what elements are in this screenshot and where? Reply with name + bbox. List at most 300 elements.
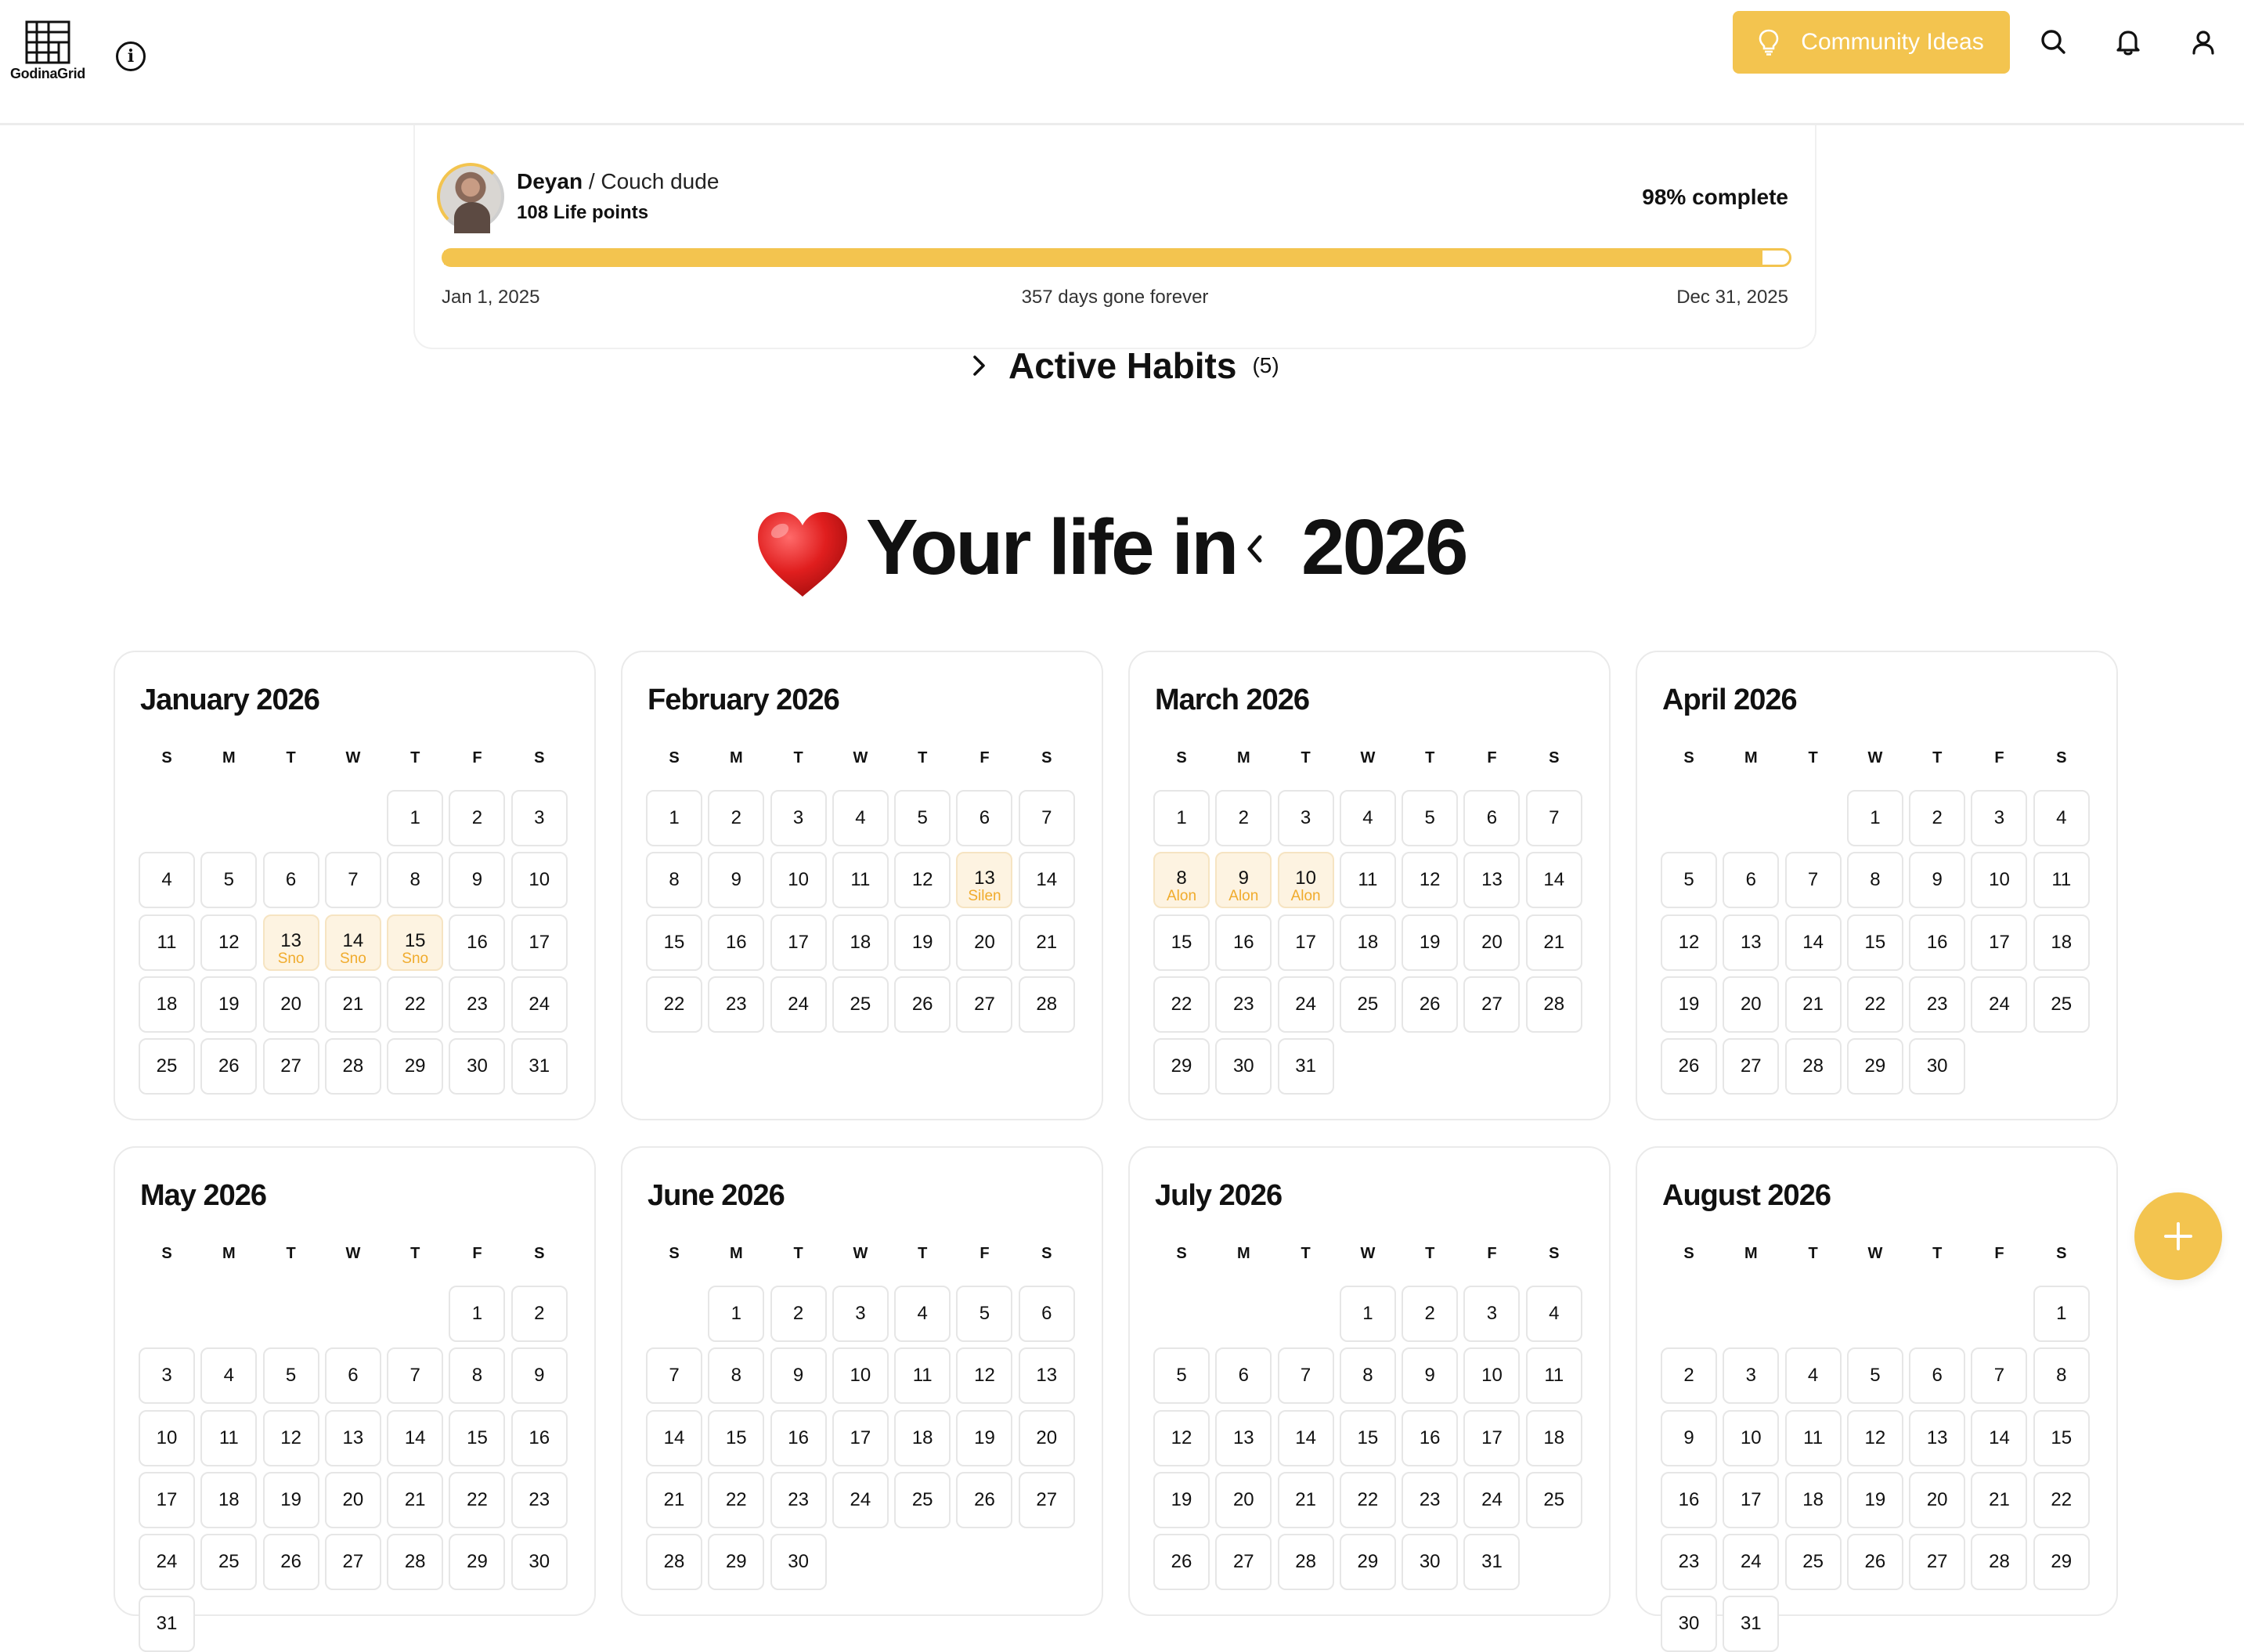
day-cell[interactable]	[1153, 1410, 1210, 1466]
day-cell[interactable]	[708, 976, 764, 1033]
day-cell[interactable]	[894, 976, 951, 1033]
day-cell[interactable]	[770, 1286, 827, 1342]
day-cell[interactable]	[1909, 914, 1965, 971]
weekday-label: T	[286, 1245, 296, 1262]
day-cell[interactable]	[139, 852, 195, 908]
day-cell[interactable]	[1785, 1410, 1842, 1466]
day-cell[interactable]	[200, 1534, 257, 1590]
day-cell[interactable]	[1215, 976, 1272, 1033]
day-cell[interactable]	[387, 852, 443, 908]
day-cell[interactable]	[1661, 1472, 1717, 1528]
day-cell[interactable]	[770, 1534, 827, 1590]
weekday-label: M	[729, 1245, 743, 1262]
day-cell[interactable]	[1661, 1410, 1717, 1466]
day-cell[interactable]	[387, 1410, 443, 1466]
day-cell[interactable]	[646, 914, 702, 971]
day-cell[interactable]	[1215, 1410, 1272, 1466]
day-number: 4	[1549, 1303, 1560, 1324]
day-cell[interactable]	[1402, 852, 1458, 908]
day-cell[interactable]	[1402, 976, 1458, 1033]
avatar[interactable]	[437, 163, 504, 230]
day-cell[interactable]	[325, 1410, 381, 1466]
day-cell[interactable]	[1526, 1410, 1582, 1466]
day-cell[interactable]	[511, 976, 568, 1033]
add-button[interactable]	[2134, 1192, 2222, 1280]
day-cell[interactable]	[1019, 790, 1075, 846]
day-cell[interactable]	[1278, 1038, 1334, 1095]
day-cell[interactable]	[1340, 1472, 1396, 1528]
day-number: 13	[280, 929, 301, 951]
day-cell[interactable]	[894, 914, 951, 971]
day-cell[interactable]	[1402, 1472, 1458, 1528]
day-cell[interactable]	[1723, 976, 1779, 1033]
day-cell[interactable]	[263, 1038, 319, 1095]
day-cell[interactable]	[1723, 1410, 1779, 1466]
day-cell[interactable]	[956, 1410, 1012, 1466]
day-cell[interactable]	[1785, 914, 1842, 971]
day-cell[interactable]	[1785, 852, 1842, 908]
active-habits-toggle[interactable]	[968, 344, 1279, 387]
day-cell[interactable]	[200, 852, 257, 908]
day-cell[interactable]	[832, 1347, 889, 1404]
day-cell[interactable]	[2033, 1286, 2090, 1342]
day-cell[interactable]	[139, 1410, 195, 1466]
day-cell[interactable]	[511, 1472, 568, 1528]
day-cell[interactable]	[1909, 1410, 1965, 1466]
day-cell[interactable]	[1723, 914, 1779, 971]
day-cell[interactable]	[387, 790, 443, 846]
day-cell[interactable]	[956, 1286, 1012, 1342]
day-number: 5	[979, 1303, 990, 1324]
day-cell[interactable]	[1402, 1286, 1458, 1342]
user-icon[interactable]	[2188, 27, 2219, 58]
day-cell[interactable]	[200, 1347, 257, 1404]
day-cell[interactable]	[325, 1472, 381, 1528]
day-number: 22	[1171, 993, 1192, 1015]
day-number: 27	[1036, 1488, 1058, 1510]
day-cell[interactable]	[646, 790, 702, 846]
day-number: 5	[917, 807, 928, 828]
day-cell[interactable]	[449, 1347, 505, 1404]
day-cell[interactable]	[139, 1347, 195, 1404]
day-cell[interactable]	[2033, 1410, 2090, 1466]
day-cell[interactable]	[263, 1410, 319, 1466]
day-cell[interactable]	[2033, 1472, 2090, 1528]
day-cell[interactable]	[1661, 852, 1717, 908]
day-cell[interactable]	[1847, 1347, 1903, 1404]
day-cell[interactable]	[387, 1038, 443, 1095]
day-cell[interactable]	[1847, 1410, 1903, 1466]
day-cell[interactable]	[1785, 1472, 1842, 1528]
day-cell[interactable]	[956, 790, 1012, 846]
logo-text: GodinaGrid	[9, 66, 85, 81]
day-cell[interactable]	[770, 1472, 827, 1528]
day-cell[interactable]	[511, 852, 568, 908]
day-cell[interactable]	[894, 1410, 951, 1466]
day-cell[interactable]	[894, 852, 951, 908]
day-number: 6	[285, 869, 297, 891]
day-cell[interactable]	[1971, 1534, 2027, 1590]
day-cell[interactable]	[2033, 1347, 2090, 1404]
month-card	[1128, 651, 1611, 1120]
search-icon[interactable]	[2038, 27, 2069, 58]
day-cell[interactable]	[449, 1410, 505, 1466]
day-number: 18	[911, 1427, 933, 1448]
day-cell[interactable]	[263, 1347, 319, 1404]
day-cell[interactable]	[511, 790, 568, 846]
day-cell[interactable]	[1019, 914, 1075, 971]
day-number: 25	[218, 1551, 240, 1573]
day-cell[interactable]	[263, 976, 319, 1033]
habit-label: Silen	[968, 888, 1001, 905]
day-cell[interactable]	[770, 790, 827, 846]
day-cell[interactable]	[1215, 852, 1272, 908]
month-title: June 2026	[648, 1179, 785, 1212]
day-cell[interactable]	[387, 914, 443, 971]
day-number: 30	[1419, 1551, 1441, 1573]
day-cell[interactable]	[1526, 1347, 1582, 1404]
info-icon[interactable]: i	[116, 41, 146, 71]
day-cell[interactable]	[1402, 790, 1458, 846]
day-cell[interactable]	[1526, 1472, 1582, 1528]
day-cell[interactable]	[1463, 852, 1520, 908]
weekday-label: T	[793, 749, 803, 766]
day-number: 21	[663, 1488, 685, 1510]
year-progress-bar	[442, 248, 1791, 267]
day-cell[interactable]	[1971, 852, 2027, 908]
day-number: 21	[1989, 1488, 2010, 1510]
day-cell[interactable]	[263, 914, 319, 971]
day-cell[interactable]	[1785, 1347, 1842, 1404]
weekday-label: S	[1549, 1245, 1560, 1262]
day-cell[interactable]	[894, 1286, 951, 1342]
day-number: 5	[1683, 869, 1694, 891]
day-cell[interactable]	[1723, 1347, 1779, 1404]
day-cell[interactable]	[1153, 852, 1210, 908]
day-cell[interactable]	[1526, 1286, 1582, 1342]
day-cell[interactable]	[1785, 1038, 1842, 1095]
heart-icon	[753, 506, 852, 604]
day-cell[interactable]	[1340, 1286, 1396, 1342]
day-cell[interactable]	[708, 852, 764, 908]
day-cell[interactable]	[1278, 914, 1334, 971]
day-cell[interactable]	[1661, 976, 1717, 1033]
weekday-label: T	[918, 1245, 928, 1262]
day-cell[interactable]	[894, 790, 951, 846]
day-cell[interactable]	[1278, 976, 1334, 1033]
day-cell[interactable]	[1019, 1410, 1075, 1466]
day-cell[interactable]	[832, 976, 889, 1033]
day-cell[interactable]	[770, 1410, 827, 1466]
day-cell[interactable]	[449, 1038, 505, 1095]
community-ideas-button[interactable]	[1733, 11, 2010, 74]
day-cell[interactable]	[511, 1410, 568, 1466]
day-cell[interactable]	[325, 914, 381, 971]
day-cell[interactable]	[1402, 1410, 1458, 1466]
day-cell[interactable]	[956, 976, 1012, 1033]
weekday-header	[646, 1245, 1075, 1263]
day-cell[interactable]	[387, 1347, 443, 1404]
day-cell[interactable]	[1909, 976, 1965, 1033]
day-cell[interactable]	[1463, 1347, 1520, 1404]
day-cell[interactable]	[1153, 790, 1210, 846]
day-cell[interactable]	[1661, 1534, 1717, 1590]
day-cell[interactable]	[1463, 790, 1520, 846]
day-cell[interactable]	[1278, 1410, 1334, 1466]
day-cell[interactable]	[1340, 852, 1396, 908]
day-number: 29	[404, 1055, 426, 1077]
weekday-header	[1153, 749, 1582, 767]
day-cell[interactable]	[1847, 852, 1903, 908]
day-cell[interactable]	[200, 1038, 257, 1095]
day-number: 9	[731, 869, 741, 891]
day-cell[interactable]	[1526, 976, 1582, 1033]
day-cell[interactable]	[139, 1596, 195, 1652]
day-cell[interactable]	[1215, 914, 1272, 971]
weekday-label: S	[669, 749, 680, 766]
day-cell[interactable]	[263, 1472, 319, 1528]
day-cell[interactable]	[511, 1038, 568, 1095]
day-cell[interactable]	[2033, 976, 2090, 1033]
day-cell[interactable]	[200, 914, 257, 971]
day-cell[interactable]	[1340, 1410, 1396, 1466]
day-cell[interactable]	[1153, 1038, 1210, 1095]
day-number: 1	[409, 807, 420, 828]
day-cell[interactable]	[263, 1534, 319, 1590]
day-cell[interactable]	[1526, 914, 1582, 971]
day-cell[interactable]	[200, 1472, 257, 1528]
day-cell[interactable]	[1153, 1472, 1210, 1528]
day-cell[interactable]	[708, 1472, 764, 1528]
day-cell[interactable]	[2033, 1534, 2090, 1590]
month-card	[114, 651, 596, 1120]
day-number: 30	[1678, 1613, 1700, 1635]
day-cell[interactable]	[139, 914, 195, 971]
day-cell[interactable]	[1463, 1534, 1520, 1590]
prev-year-chevron-icon[interactable]	[1243, 531, 1267, 567]
day-cell[interactable]	[325, 976, 381, 1033]
day-cell[interactable]	[139, 1534, 195, 1590]
day-cell[interactable]	[708, 1286, 764, 1342]
day-number: 19	[1171, 1488, 1192, 1510]
day-cell[interactable]	[1340, 790, 1396, 846]
day-cell[interactable]	[1909, 1347, 1965, 1404]
day-cell[interactable]	[1909, 1472, 1965, 1528]
day-cell[interactable]	[1661, 1347, 1717, 1404]
day-cell[interactable]	[1847, 976, 1903, 1033]
day-cell[interactable]	[956, 1347, 1012, 1404]
day-cell[interactable]	[1278, 852, 1334, 908]
day-cell[interactable]	[2033, 914, 2090, 971]
day-cell[interactable]	[1526, 790, 1582, 846]
user-line	[517, 169, 719, 194]
day-cell[interactable]	[449, 914, 505, 971]
day-cell[interactable]	[1215, 1038, 1272, 1095]
day-cell[interactable]	[325, 1347, 381, 1404]
day-number: 18	[1357, 931, 1379, 953]
day-cell[interactable]	[1909, 852, 1965, 908]
day-cell[interactable]	[832, 852, 889, 908]
day-cell[interactable]	[1402, 914, 1458, 971]
day-cell[interactable]	[325, 1038, 381, 1095]
day-number: 27	[1232, 1551, 1254, 1573]
day-cell[interactable]	[1463, 914, 1520, 971]
day-cell[interactable]	[1019, 1286, 1075, 1342]
day-cell[interactable]	[1278, 790, 1334, 846]
day-cell[interactable]	[1019, 1472, 1075, 1528]
day-cell[interactable]	[511, 1347, 568, 1404]
day-cell[interactable]	[1661, 914, 1717, 971]
day-cell[interactable]	[387, 976, 443, 1033]
day-number: 17	[156, 1488, 178, 1510]
day-cell[interactable]	[449, 1472, 505, 1528]
day-cell[interactable]	[646, 1347, 702, 1404]
day-cell[interactable]	[1847, 914, 1903, 971]
day-cell[interactable]	[1847, 790, 1903, 846]
day-cell[interactable]	[449, 790, 505, 846]
day-cell[interactable]	[387, 1472, 443, 1528]
day-cell[interactable]	[832, 790, 889, 846]
day-cell[interactable]	[325, 852, 381, 908]
day-cell[interactable]	[1153, 1347, 1210, 1404]
day-cell[interactable]	[956, 914, 1012, 971]
day-cell[interactable]	[1402, 1534, 1458, 1590]
day-cell[interactable]	[1278, 1347, 1334, 1404]
day-cell[interactable]	[646, 976, 702, 1033]
day-cell[interactable]	[1215, 1472, 1272, 1528]
day-cell[interactable]	[1340, 976, 1396, 1033]
day-cell[interactable]	[1340, 914, 1396, 971]
day-cell[interactable]	[646, 1472, 702, 1528]
day-number: 10	[156, 1427, 178, 1448]
day-cell[interactable]	[708, 1410, 764, 1466]
day-cell[interactable]	[1215, 1347, 1272, 1404]
day-cell[interactable]	[1971, 914, 2027, 971]
day-number: 16	[788, 1427, 809, 1448]
day-cell[interactable]	[1019, 1347, 1075, 1404]
day-cell[interactable]	[2033, 852, 2090, 908]
day-cell[interactable]	[1723, 1534, 1779, 1590]
bell-icon[interactable]	[2112, 27, 2144, 58]
day-cell[interactable]	[832, 1286, 889, 1342]
day-cell[interactable]	[832, 1472, 889, 1528]
day-cell[interactable]	[1463, 976, 1520, 1033]
weekday-label: T	[410, 1245, 420, 1262]
day-cell[interactable]	[1909, 1038, 1965, 1095]
day-cell[interactable]	[770, 852, 827, 908]
logo[interactable]	[6, 20, 89, 82]
day-cell[interactable]	[511, 914, 568, 971]
day-cell[interactable]	[1019, 976, 1075, 1033]
day-cell[interactable]	[708, 1347, 764, 1404]
day-cell[interactable]	[1526, 852, 1582, 908]
day-cell[interactable]	[1785, 1534, 1842, 1590]
day-cell[interactable]	[1909, 1534, 1965, 1590]
day-number: 30	[1232, 1055, 1254, 1077]
day-cell[interactable]	[1215, 790, 1272, 846]
day-cell[interactable]	[894, 1347, 951, 1404]
day-number: 7	[1993, 1365, 2005, 1387]
day-cell[interactable]	[708, 914, 764, 971]
day-cell[interactable]	[449, 1534, 505, 1590]
day-cell[interactable]	[1723, 1596, 1779, 1652]
day-cell[interactable]	[139, 976, 195, 1033]
day-cell[interactable]	[646, 852, 702, 908]
day-cell[interactable]	[449, 852, 505, 908]
day-cell[interactable]	[1661, 1596, 1717, 1652]
day-cell[interactable]	[894, 1472, 951, 1528]
day-cell[interactable]	[139, 1472, 195, 1528]
day-cell[interactable]	[956, 1472, 1012, 1528]
day-cell[interactable]	[1723, 852, 1779, 908]
day-cell[interactable]	[511, 1534, 568, 1590]
day-cell[interactable]	[1847, 1534, 1903, 1590]
day-cell[interactable]	[1463, 1472, 1520, 1528]
day-cell[interactable]	[325, 1534, 381, 1590]
day-cell[interactable]	[1463, 1410, 1520, 1466]
day-cell[interactable]	[263, 852, 319, 908]
day-cell[interactable]	[1847, 1038, 1903, 1095]
day-cell[interactable]	[708, 1534, 764, 1590]
day-cell[interactable]	[956, 852, 1012, 908]
weekday-label: W	[1360, 1245, 1376, 1262]
day-cell[interactable]	[1971, 1410, 2027, 1466]
day-number: 16	[1232, 931, 1254, 953]
day-cell[interactable]	[511, 1286, 568, 1342]
day-cell[interactable]	[1971, 1347, 2027, 1404]
day-cell[interactable]	[770, 914, 827, 971]
day-cell[interactable]	[646, 1534, 702, 1590]
day-cell[interactable]	[1723, 1038, 1779, 1095]
day-cell[interactable]	[1340, 1534, 1396, 1590]
day-cell[interactable]	[1153, 976, 1210, 1033]
day-cell[interactable]	[449, 1286, 505, 1342]
day-cell[interactable]	[449, 976, 505, 1033]
day-cell[interactable]	[770, 976, 827, 1033]
day-cell[interactable]	[1340, 1347, 1396, 1404]
day-cell[interactable]	[1215, 1534, 1272, 1590]
day-cell[interactable]	[1971, 1472, 2027, 1528]
day-cell[interactable]	[1785, 976, 1842, 1033]
day-cell[interactable]	[1463, 1286, 1520, 1342]
day-cell[interactable]	[1278, 1472, 1334, 1528]
day-cell[interactable]	[1019, 852, 1075, 908]
day-cell[interactable]	[770, 1347, 827, 1404]
weekday-label: S	[1683, 1245, 1694, 1262]
day-cell[interactable]	[1971, 790, 2027, 846]
day-number: 9	[1424, 1365, 1435, 1387]
day-cell[interactable]	[1153, 914, 1210, 971]
day-cell[interactable]	[708, 790, 764, 846]
day-cell[interactable]	[1909, 790, 1965, 846]
day-cell[interactable]	[1723, 1472, 1779, 1528]
day-cell[interactable]	[387, 1534, 443, 1590]
day-cell[interactable]	[200, 976, 257, 1033]
day-number: 18	[1543, 1427, 1565, 1448]
day-cell[interactable]	[1402, 1347, 1458, 1404]
day-cell[interactable]	[139, 1038, 195, 1095]
day-cell[interactable]	[646, 1410, 702, 1466]
day-cell[interactable]	[1847, 1472, 1903, 1528]
day-cell[interactable]	[1278, 1534, 1334, 1590]
day-cell[interactable]	[200, 1410, 257, 1466]
day-cell[interactable]	[832, 1410, 889, 1466]
day-cell[interactable]	[2033, 790, 2090, 846]
day-cell[interactable]	[832, 914, 889, 971]
day-cell[interactable]	[1153, 1534, 1210, 1590]
day-cell[interactable]	[1971, 976, 2027, 1033]
day-cell[interactable]	[1661, 1038, 1717, 1095]
